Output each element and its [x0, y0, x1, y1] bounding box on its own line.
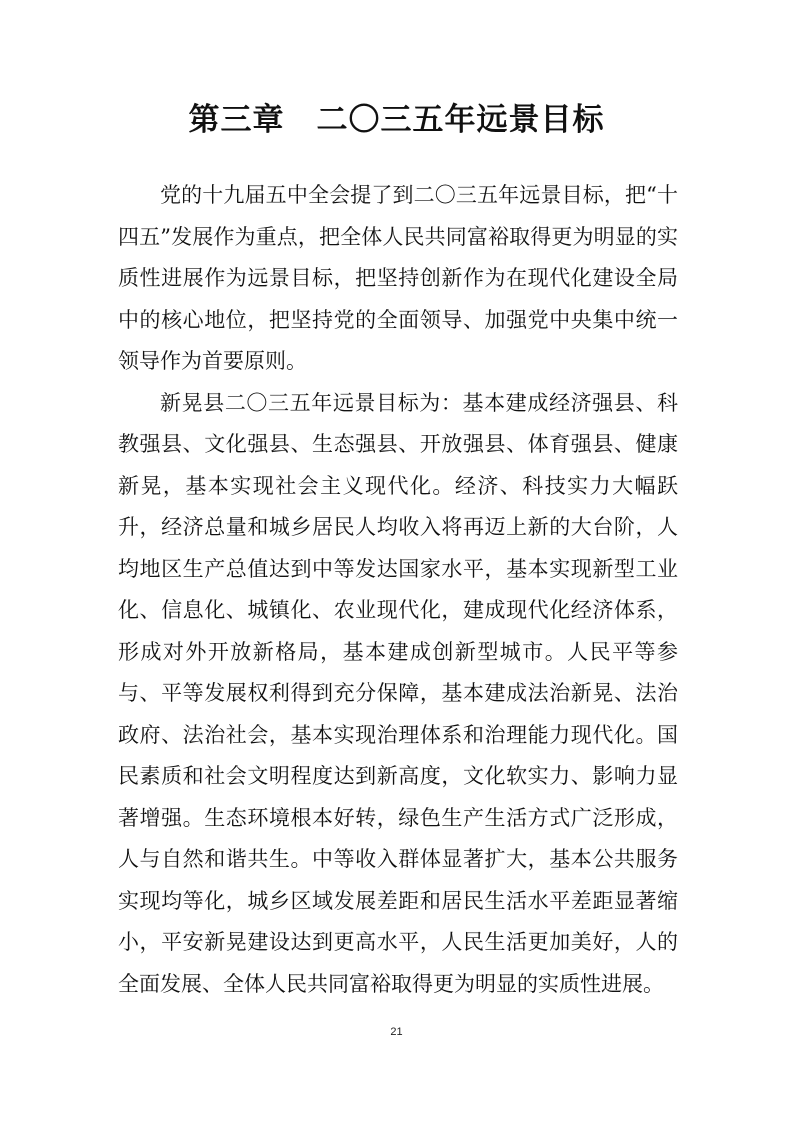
body-text	[118, 175, 678, 1005]
paragraph-xinhuang-goals: 新晃县二〇三五年远景目标为：基本建成经济强县、科教强县、文化强县、生态强县、开放强县、体育强县、健康新晃，基本实现社会主义现代化。经济、科技实力大幅跃升，经济总量和城乡居民人均收入将再迈上新的大台阶，人均地区生产总值达到中等发达国家水平，基本实现新型工业化、信息化、城镇化、农业现代化，建成现代化经济体系，形成对外开放新格局，基本建成创新型城市。人民平等参与、平等发展权利得到充分保障，基本建成法治新晃、法治政府、法治社会，基本实现治理体系和治理能力现代化。国民素质和社会文明程度达到新高度，文化软实力、影响力显著增强。生态环境根本好转，绿色生产生活方式广泛形成，人与自然和谐共生。中等收入群体显著扩大，基本公共服务实现均等化，城乡区域发展差距和居民生活水平差距显著缩小，平安新晃建设达到更高水平，人民生活更加美好，人的全面发展、全体人民共同富裕取得更为明显的实质性进展。	[118, 390, 678, 996]
page-number: 21	[390, 1026, 403, 1038]
paragraph-intro: 党的十九届五中全会提了到二〇三五年远景目标，把“十四五”发展作为重点，把全体人民共同富裕取得更为明显的实质性进展作为远景目标，把坚持创新作为在现代化建设全局中的核心地位，把坚持党的全面领导、加强党中央集中统一领导作为首要原则。	[118, 183, 678, 373]
chapter-title: 第三章 二〇三五年远景目标	[188, 102, 605, 138]
